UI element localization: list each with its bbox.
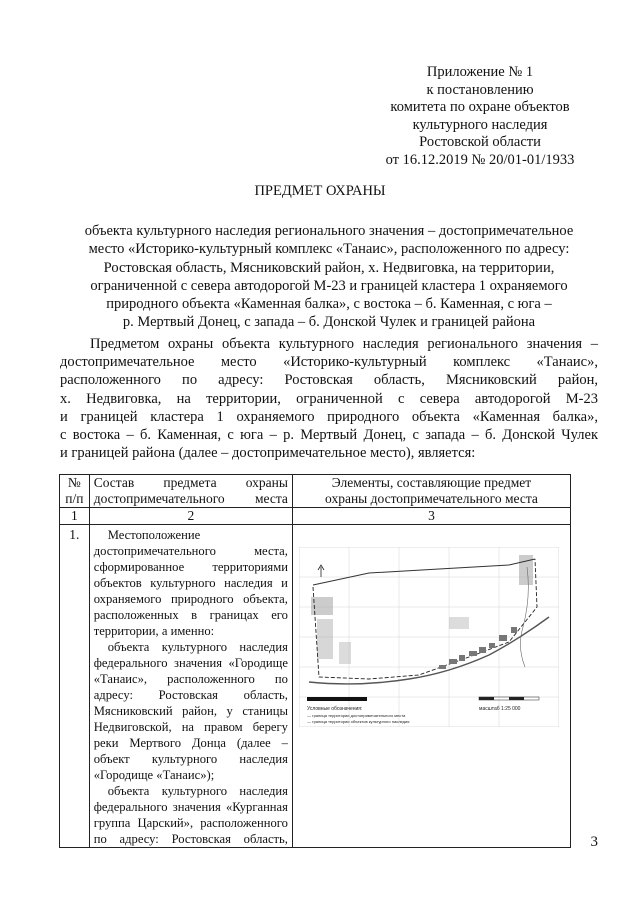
composition-line: Местоположение bbox=[107, 528, 201, 542]
composition-line: федерального значения «Курганная bbox=[93, 800, 288, 814]
composition-line: федерального значения «Городище bbox=[93, 656, 288, 670]
appendix-line: Ростовской области bbox=[419, 134, 541, 150]
intro-line: Предметом охраны объекта культурного наследия регионального значения – bbox=[90, 336, 598, 352]
intro-line: и границей кластера 1 охраняемого природного объекта «Каменная балка», bbox=[60, 408, 598, 425]
header-number bbox=[60, 475, 90, 508]
intro-line: с востока – б. Каменная, с юга – р. Мертвый Донец, с запада – б. Донской Чулек bbox=[60, 427, 598, 444]
object-description-line: объекта культурного наследия регионального значения – достопримечательное bbox=[84, 223, 574, 239]
row-number: 1. bbox=[60, 525, 90, 848]
header-elements-line: охраны достопримечательного места bbox=[325, 491, 538, 506]
table-header-row bbox=[60, 475, 571, 508]
composition-line: Недвиговской, на правом берегу bbox=[93, 720, 288, 734]
header-number-line: п/п bbox=[65, 491, 84, 506]
protection-table bbox=[59, 474, 571, 848]
appendix-header bbox=[360, 64, 600, 169]
composition-line: «Городище «Танаис»); bbox=[93, 768, 215, 782]
column-number: 1 bbox=[60, 508, 90, 525]
composition-line: расположенных в границах его bbox=[93, 608, 288, 622]
header-composition bbox=[89, 475, 292, 508]
object-description-line: ограниченной с севера автодорогой М-23 и границей кластера 1 охраняемого bbox=[90, 277, 568, 294]
composition-line: адресу: Ростовская область, bbox=[93, 688, 288, 702]
territory-map-svg bbox=[299, 547, 559, 727]
composition-line: достопримечательного места, bbox=[93, 544, 288, 558]
map-legend-text: — граница территории объектов культурного наследия bbox=[306, 719, 410, 724]
elements-cell bbox=[292, 525, 570, 848]
intro-paragraph bbox=[60, 335, 598, 462]
column-number: 2 bbox=[89, 508, 292, 525]
map-legend-swatch bbox=[307, 697, 367, 701]
appendix-line: комитета по охране объектов bbox=[390, 99, 570, 115]
intro-line: достопримечательное место «Историко-культурный комплекс «Танаис», bbox=[60, 354, 598, 371]
composition-cell bbox=[89, 525, 292, 848]
composition-line: сформированное территориями bbox=[93, 560, 288, 574]
map-scale-text: масштаб 1:25 000 bbox=[478, 706, 521, 712]
composition-line: объекта культурного наследия bbox=[107, 640, 288, 654]
object-description-line: р. Мертвый Донец, с запада – б. Донской Чулек и границей района bbox=[122, 314, 536, 331]
composition-line: объект культурного наследия bbox=[93, 752, 288, 766]
object-description-line: Ростовская область, Мясниковский район, х. Недвиговка, на территории, bbox=[103, 259, 555, 276]
intro-line: и границей района (далее – достопримечательное место), является: bbox=[60, 445, 476, 462]
object-description-line: природного объекта «Каменная балка», с востока – б. Каменная, с юга – bbox=[106, 296, 552, 313]
header-number-line: № bbox=[67, 475, 81, 490]
column-number: 3 bbox=[292, 508, 570, 525]
composition-line: реки Мертвого Донца (далее – bbox=[93, 736, 288, 750]
page-number: 3 bbox=[590, 834, 598, 850]
header-elements-line: Элементы, составляющие предмет bbox=[331, 475, 532, 490]
column-number-row bbox=[60, 508, 571, 525]
appendix-line: к постановлению bbox=[426, 81, 534, 98]
map-legend-text: Условные обозначения: bbox=[306, 706, 363, 712]
intro-line: расположенного по адресу: Ростовская область, Мясниковский район, bbox=[60, 372, 598, 389]
map-legend-text: — граница территории достопримечательного места bbox=[306, 713, 406, 718]
document-title: ПРЕДМЕТ ОХРАНЫ bbox=[254, 183, 386, 199]
header-composition-line: достопримечательного места bbox=[93, 491, 288, 506]
object-description bbox=[64, 222, 594, 332]
territory-map bbox=[299, 547, 559, 727]
composition-line: объекта культурного наследия bbox=[107, 784, 288, 798]
object-description-line: место «Историко-культурный комплекс «Танаис», расположенного по адресу: bbox=[88, 241, 570, 258]
header-composition-line: Состав предмета охраны bbox=[93, 475, 288, 490]
table-row bbox=[60, 525, 571, 848]
composition-line: «Танаис», расположенного по bbox=[93, 672, 288, 686]
composition-line: территории, а именно: bbox=[93, 624, 215, 638]
composition-line: объектов культурного наследия и bbox=[93, 576, 288, 590]
composition-line: группа Царский», расположенного bbox=[93, 816, 288, 830]
appendix-line: культурного наследия bbox=[412, 116, 548, 133]
composition-line: охраняемого природного объекта, bbox=[93, 592, 288, 606]
appendix-line: Приложение № 1 bbox=[426, 64, 534, 80]
composition-line: по адресу: Ростовская область, bbox=[93, 832, 288, 846]
header-elements bbox=[292, 475, 570, 508]
intro-line: х. Недвиговка, на территории, ограниченной с севера автодорогой М-23 bbox=[60, 390, 598, 407]
appendix-line: от 16.12.2019 № 20/01-01/1933 bbox=[385, 151, 575, 168]
composition-line: Мясниковский район, у станицы bbox=[93, 704, 288, 718]
